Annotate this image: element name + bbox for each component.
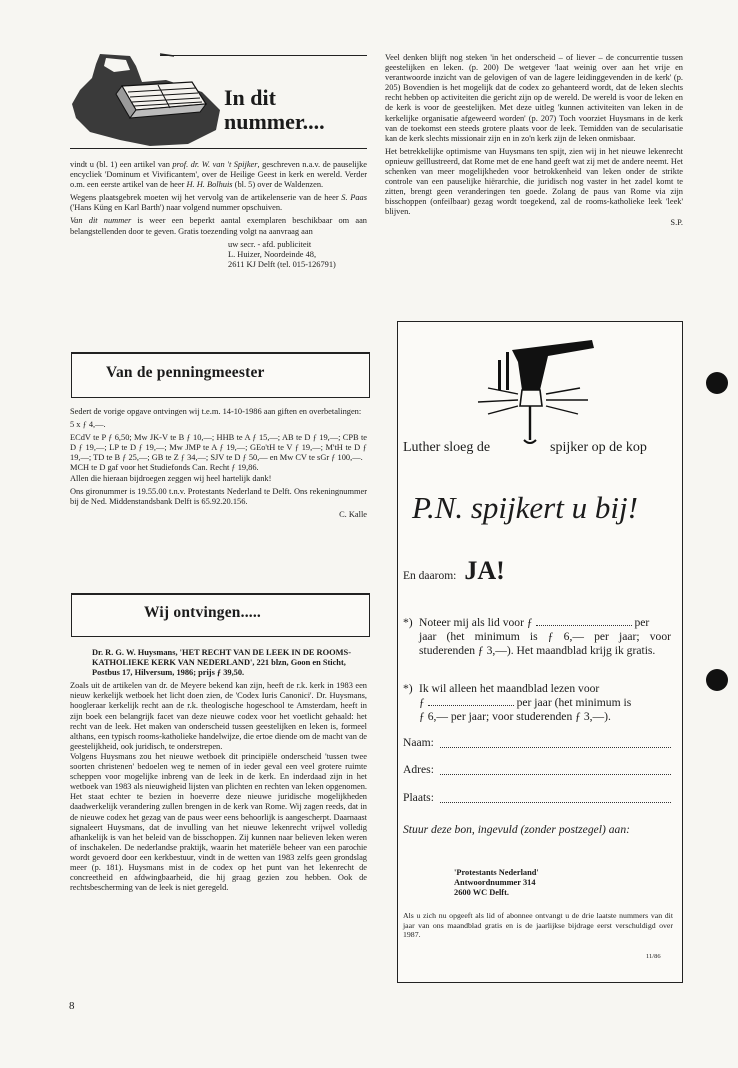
address-line-3: 2611 KJ Delft (tel. 015-126791)	[228, 260, 336, 270]
intro-header	[70, 52, 367, 152]
option-2[interactable]	[403, 682, 671, 725]
luther-left: Luther sloeg de	[403, 440, 491, 455]
option-2-text-d: ƒ 6,— per jaar; voor studerenden ƒ 3,—).	[419, 710, 611, 724]
reply-address-line-3: 2600 WC Delft.	[454, 888, 509, 898]
luther-right: spijker op de kop	[550, 440, 647, 455]
church-map-illustration	[70, 52, 222, 148]
treasurer-p1: Sedert de vorige opgave ontvingen wij t.e.m. 14-10-1986 aan giften en overbetalingen:	[70, 407, 362, 416]
intro-p1-author: prof. dr. W. van 't Spijker	[172, 160, 258, 169]
option-1-text-c: jaar (het minimum is ƒ 6,— per jaar; voor studerenden ƒ 3,—). Het maandblad krijg ik gratis.	[419, 630, 671, 658]
intro-title-line2: nummer....	[224, 109, 325, 134]
name-label: Naam:	[403, 736, 434, 749]
intro-address	[228, 240, 367, 271]
punch-hole-bottom	[706, 669, 728, 691]
treasurer-p4: MCH te D gaf voor het Studiefonds Can. Recht ƒ 19,86.	[70, 463, 259, 473]
address-row	[403, 763, 671, 777]
city-label: Plaats:	[403, 791, 434, 804]
option-2-text-a: Ik wil alleen het maandblad lezen voor	[419, 682, 600, 695]
intro-p1-b: , geschreven n.a.v. de pauselijke encycliek 'Dominum et Vivificantem', over de Heilige Geest in kerk en wereld. Verder o.m. een eerste artikel van de heer	[70, 160, 367, 190]
option-1-text-a: Noteer mij als lid voor ƒ	[419, 616, 533, 629]
option-1-marker: *)	[403, 616, 413, 629]
treasurer-header	[71, 352, 370, 398]
treasurer-signature: C. Kalle	[339, 509, 367, 519]
intro-title-line1: In dit	[224, 85, 276, 110]
address-line-1: uw secr. - afd. publiciteit	[228, 239, 312, 249]
daarom-row	[403, 556, 505, 586]
subscription-amount-field[interactable]	[428, 705, 514, 706]
option-1[interactable]	[403, 616, 671, 659]
daarom-label: En daarom:	[403, 570, 457, 582]
treasurer-p3: ECdV te P ƒ 6,50; Mw JK-V te B ƒ 10,—; HHB te A ƒ 15,—; AB te D ƒ 19,—; CPB te D ƒ 19,—; LP te D ƒ 19,—; Mw JMP te A ƒ 19,—; GEo'tH te V ƒ 19,—; M'tH te D ƒ 19,—; TD te B ƒ 25,—; GB te Z ƒ 34,—; SJV te D ƒ 50,— en Mw CV te sGr ƒ 100,—.	[70, 433, 367, 463]
city-row	[403, 791, 671, 805]
reply-address-line-1: 'Protestants Nederland'	[454, 868, 539, 877]
intro-text	[70, 160, 367, 270]
received-title: Wij ontvingen.....	[144, 604, 261, 621]
intro-p1-author2: H. H. Bolhuis	[186, 180, 233, 190]
intro-p3-b: is weer een beperkt aantal exemplaren beschikbaar om aan belangstellenden door te geven. Gratis toezending volgt na aanvraag aan	[70, 216, 367, 236]
right-signature: S.P.	[670, 217, 683, 227]
intro-p2-a: Wegens plaatsgebrek moeten wij het vervolg van de artikelenserie van de heer	[70, 193, 342, 203]
intro-p2-b: ('Hans Küng en Karl Barth') naar volgend nummer opschuiven.	[70, 203, 283, 213]
option-2-text-b: ƒ	[419, 696, 425, 710]
option-1-text-b: per	[634, 616, 650, 629]
received-text	[70, 648, 367, 896]
page-number: 8	[69, 1000, 75, 1012]
treasurer-title: Van de penningmeester	[106, 364, 265, 381]
name-row	[403, 736, 671, 750]
intro-title	[224, 86, 325, 134]
review-p1: Zoals uit de artikelen van dr. de Meyere bekend kan zijn, heeft de r.k. kerk in 1983 een nieuw kerkelijk wetboek het licht doen zien, de 'Codex Iuris Canonici'. Dr. Huysmans, hoogleraar kerkelijk recht aan de r.k. theologische hogeschool te Amsterdam, heeft in zijn boek een belangrijk facet van deze nieuwe codex voor het voetlicht gehaald: het recht van de leek. Het maken van onderscheid tussen geestelijken en leken is, formeel althans, een typisch rooms-katholieke handelwijze, die ertoe diende om de macht van de geestelijkheid, ook juridisch, te onderstrepen.	[70, 681, 367, 751]
address-field[interactable]	[440, 763, 671, 775]
treasurer-p6: Ons gironummer is 19.55.00 t.n.v. Protestants Nederland te Delft. Ons rekeningnummer bij de Ned. Middenstandsbank Delft is 65.92.20.156.	[70, 486, 367, 506]
coupon-note: Als u zich nu opgeeft als lid of abonnee ontvangt u de drie laatste nummers van dit jaar van ons maandblad gratis en is de jaarlijkse bijdrage eerst verschuldigd over 1987.	[403, 911, 673, 940]
address-label: Adres:	[403, 763, 434, 776]
treasurer-p5: Allen die hieraan bijdroegen zeggen wij heel hartelijk dank!	[70, 473, 272, 483]
ja-label: JA!	[464, 556, 505, 585]
intro-p2-author: S. Paas	[341, 193, 367, 203]
treasurer-text	[70, 407, 367, 523]
right-text	[385, 53, 683, 231]
book-citation: Dr. R. G. W. Huysmans, 'HET RECHT VAN DE LEEK IN DE ROOMS-KATHOLIEKE KERK VAN NEDERLAND', 221 blzn, Goon en Sticht, Postbus 17, Hilversum, 1986; prijs ƒ 39,50.	[92, 648, 351, 678]
intro-bottom-rule	[70, 148, 367, 149]
intro-paragraph-1	[70, 160, 367, 190]
reply-address-line-2: Antwoordnummer 314	[454, 878, 536, 888]
intro-p1-c: (bl. 5) over de Waldenzen.	[232, 180, 324, 190]
intro-p1-a: vindt u (bl. 1) een artikel van	[70, 160, 173, 169]
slogan: P.N. spijkert u bij!	[412, 490, 638, 525]
intro-p3-em: Van dit nummer	[70, 216, 132, 226]
intro-paragraph-2	[70, 193, 367, 213]
name-field[interactable]	[440, 736, 671, 748]
send-instruction: Stuur deze bon, ingevuld (zonder postzegel) aan:	[403, 823, 631, 836]
edition-code: 11/86	[646, 953, 661, 960]
option-2-marker: *)	[403, 682, 413, 695]
membership-amount-field[interactable]	[536, 625, 632, 626]
treasurer-p2: 5 x ƒ 4,—.	[70, 420, 106, 430]
right-paragraph-1: Veel denken blijft nog steken 'in het onderscheid – of liever – de concurrentie tussen geestelijken en leken. (p. 200) De wetgever 'laat weinig over aan het vrije en verantwoorde inzicht van de gelovigen of van de lagere leidinggevenden in de kerk' (p. 205) Bovendien is het mogelijk dat de codex zo gehanteerd wordt, dat de leken slechts recht hebben op activiteiten die gericht zijn op de wereld. De wereld is voor de leken en de kerk is voor de geestelijken. Met deze uitleg 'kunnen activiteiten van leken in de kerkelijke organisatie afgeweerd worden' (p. 207) Toch voorziet Huysmans in de kerk van de toekomst een steeds grotere plaats voor de leek. Temidden van de secularisatie kan de kerk slechts missionair zijn en in zo'n kerk zijn de leken onmisbaar.	[385, 53, 683, 143]
right-paragraph-2: Het betrekkelijke optimisme van Huysmans ten spijt, zien wij in het nieuwe lekenrecht opnieuw geïllustreerd, dat Rome met de ene hand geeft wat zij met de andere neemt. Het schenken van meer mogelijkheden voor betrokkenheid van leken onder de strikte controle van een pauselijke hiërarchie, die juridisch nog vaster in het zadel komt te zitten, brengt geen veranderingen ten goede. Zolang de paus van Rome via zijn bisschoppen (onfeilbaar) gezag wordt toegekend, zal de rooms-katholieke leek 'leek' blijven.	[385, 146, 683, 217]
membership-coupon	[397, 321, 683, 983]
reply-address	[454, 868, 539, 899]
city-field[interactable]	[440, 791, 671, 803]
received-header	[71, 593, 370, 637]
option-2-text-c: per jaar (het minimum is	[516, 696, 632, 710]
review-p2: Volgens Huysmans zou het nieuwe wetboek dit principiële onderscheid 'tussen twee soorten christenen' bedoelen weg te nemen of in ieder geval een veel grotere ruimte scheppen voor mogelijke inbreng van de leek in de kerk. En inderdaad zijn in het wetboek van 1983 als nieuwigheid lijsten van plichten en rechten van leken opgenomen. Het staat echter te bezien in hoeverre deze nieuwe juridische mogelijkheden daadwerkelijk verandering zullen brengen in de kerk van Rome. Wij zagen reeds, dat in de nieuwe codex het gezag van de paus weer eens behoorlijk is aangescherpt. Daarnaast signaleert Huysmans, dat de invulling van het nieuwe lekenrecht vrijwel volledig afhankelijk is van het beleid van de bisschoppen. Zij kunnen naar believen leken weren of inschakelen. De nederlandse praktijk, waarin het materiële beheer van een parochie wordt gevoerd door een kerkbestuur, vindt in de wetten van 1983 zelfs geen grondslag meer (p. 181). Huysmans mist in de codex op het punt van het lekenrecht de concreetheid en afdwingbaarheid, die hij graag gezien zou hebben. Ook de rechtsbescherming van de leek is niet geregeld.	[70, 751, 367, 893]
hammer-nail-icon	[468, 338, 618, 448]
punch-hole-top	[706, 372, 728, 394]
address-line-2: L. Huizer, Noordeinde 48,	[228, 249, 317, 259]
intro-paragraph-3	[70, 216, 367, 236]
